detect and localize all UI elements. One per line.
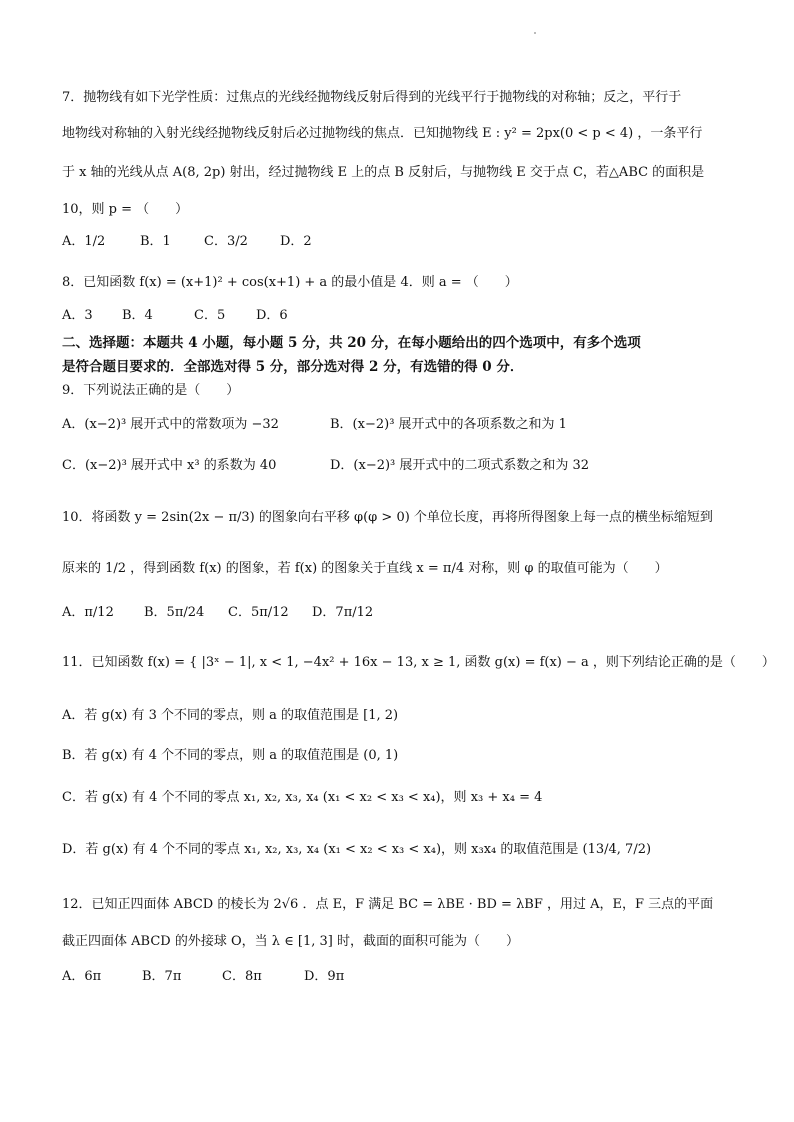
q11-option-c: C．若 g(x) 有 4 个不同的零点 x₁, x₂, x₃, x₄ (x₁ < x₂ < x₃ < x₄)，则 x₃ + x₄ = 4 bbox=[62, 790, 543, 805]
q12-option-b: B．7π bbox=[142, 969, 182, 984]
q7-option-c: C．3/2 bbox=[204, 234, 248, 249]
q11-option-d: D．若 g(x) 有 4 个不同的零点 x₁, x₂, x₃, x₄ (x₁ < x₂ < x₃ < x₄)，则 x₃x₄ 的取值范围是 (13/4, 7/2) bbox=[62, 842, 652, 857]
q12-line-1: 12．已知正四面体 ABCD 的棱长为 2√6 ．点 E，F 满足 BC = λBE · BD = λBF ，用过 A，E，F 三点的平面 bbox=[62, 897, 714, 912]
q12-option-d: D．9π bbox=[304, 969, 345, 984]
q8-option-b: B．4 bbox=[122, 308, 153, 323]
q12-option-a: A．6π bbox=[62, 969, 102, 984]
section-2-heading-line-1: 二、选择题：本题共 4 小题，每小题 5 分，共 20 分，在每小题给出的四个选项中，有多个选项 bbox=[62, 335, 641, 351]
q8-line-1: 8．已知函数 f(x) = (x+1)² + cos(x+1) + a 的最小值是 4．则 a = （ ） bbox=[62, 275, 518, 290]
q12-option-c: C．8π bbox=[222, 969, 262, 984]
q10-option-b: B．5π/24 bbox=[144, 605, 205, 620]
q10-option-c: C．5π/12 bbox=[228, 605, 289, 620]
q7-line-3: 于 x 轴的光线从点 A(8, 2p) 射出，经过抛物线 E 上的点 B 反射后，与抛物线 E 交于点 C，若△ABC 的面积是 bbox=[62, 165, 705, 180]
q9-option-b: B．(x−2)³ 展开式中的各项系数之和为 1 bbox=[330, 417, 567, 432]
q7-option-d: D．2 bbox=[280, 234, 312, 249]
q7-line-1: 7．抛物线有如下光学性质：过焦点的光线经抛物线反射后得到的光线平行于抛物线的对称轴；反之，平行于 bbox=[62, 90, 682, 105]
q7-option-b: B．1 bbox=[140, 234, 171, 249]
section-2-heading-line-2: 是符合题目要求的．全部选对得 5 分，部分选对得 2 分，有选错的得 0 分． bbox=[62, 359, 524, 375]
q7-line-2: 地物线对称轴的入射光线经抛物线反射后必过抛物线的焦点．已知抛物线 E : y² = 2px(0 < p < 4) ，一条平行 bbox=[62, 126, 703, 141]
q8-option-d: D．6 bbox=[256, 308, 288, 323]
q11-option-b: B．若 g(x) 有 4 个不同的零点，则 a 的取值范围是 (0, 1) bbox=[62, 748, 399, 763]
q11-line-1: 11．已知函数 f(x) = { |3ˣ − 1|, x < 1, −4x² + 16x − 13, x ≥ 1, 函数 g(x) = f(x) − a ，则下列结论正确的是（ ） bbox=[62, 655, 775, 670]
q9-option-a: A．(x−2)³ 展开式中的常数项为 −32 bbox=[62, 417, 279, 432]
q8-option-c: C．5 bbox=[194, 308, 226, 323]
q10-option-d: D．7π/12 bbox=[312, 605, 374, 620]
q12-line-2: 截正四面体 ABCD 的外接球 O，当 λ ∈ [1, 3] 时，截面的面积可能为（ ） bbox=[62, 934, 519, 949]
q7-line-4: 10，则 p = （ ） bbox=[62, 202, 189, 217]
q11-option-a: A．若 g(x) 有 3 个不同的零点，则 a 的取值范围是 [1, 2) bbox=[62, 708, 399, 723]
q9-option-d: D．(x−2)³ 展开式中的二项式系数之和为 32 bbox=[330, 458, 590, 473]
q9-option-c: C．(x−2)³ 展开式中 x³ 的系数为 40 bbox=[62, 458, 277, 473]
q10-line-2: 原来的 1/2 ，得到函数 f(x) 的图象，若 f(x) 的图象关于直线 x = π/4 对称，则 φ 的取值可能为（ ） bbox=[62, 561, 668, 576]
q7-option-a: A．1/2 bbox=[62, 234, 106, 249]
q8-option-a: A．3 bbox=[62, 308, 93, 323]
q9-line-1: 9．下列说法正确的是（ ） bbox=[62, 383, 240, 398]
q10-option-a: A．π/12 bbox=[62, 605, 114, 620]
q10-line-1: 10．将函数 y = 2sin(2x − π/3) 的图象向右平移 φ(φ > 0) 个单位长度，再将所得图象上每一点的横坐标缩短到 bbox=[62, 510, 713, 525]
scan-dot bbox=[534, 32, 536, 34]
